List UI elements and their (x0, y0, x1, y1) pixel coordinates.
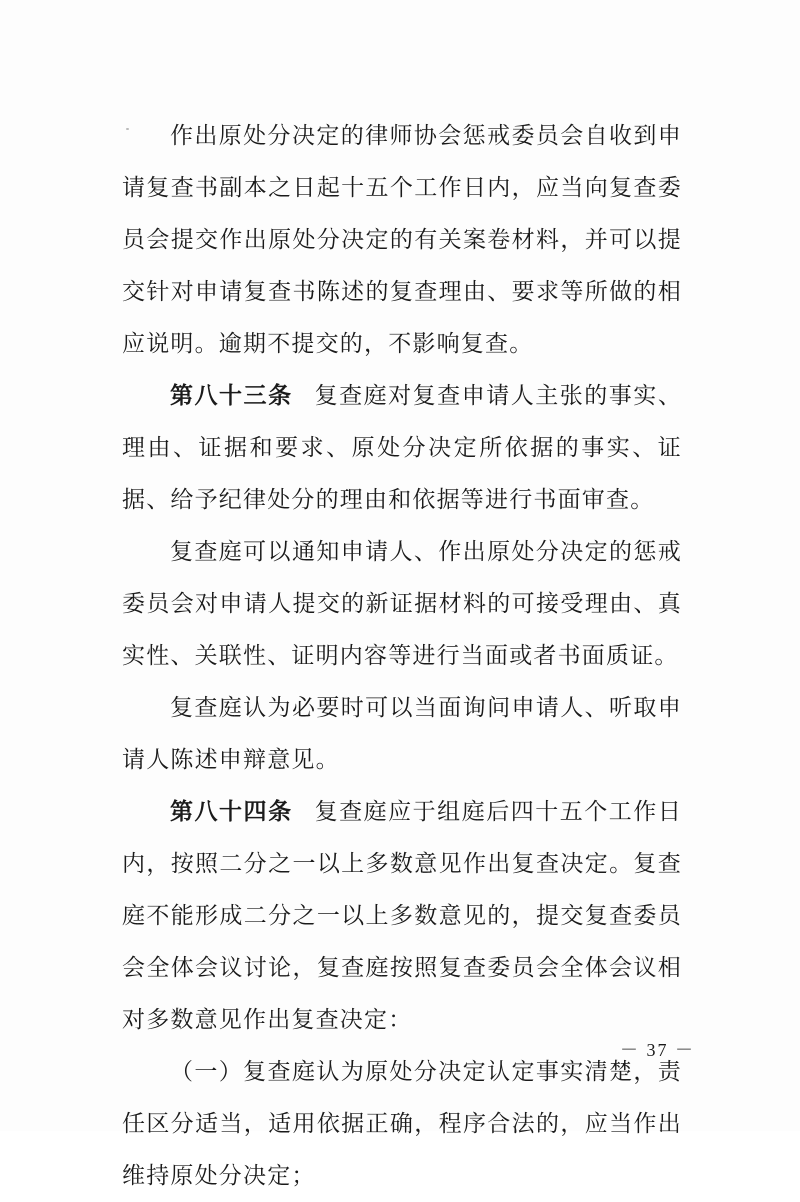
paragraph (122, 526, 682, 682)
paragraph-text: （一）复查庭认为原处分决定认定事实清楚，责任区分适当，适用依据正确，程序合法的，应当作出维持原处分决定； (122, 1059, 682, 1189)
paragraph (122, 1046, 682, 1202)
document-body (122, 110, 682, 1202)
paragraph-text: 复查庭认为必要时可以当面询问申请人、听取申请人陈述申辩意见。 (122, 695, 682, 773)
paragraph-text: 复查庭可以通知申请人、作出原处分决定的惩戒委员会对申请人提交的新证据材料的可接受理由、真实性、关联性、证明内容等进行当面或者书面质证。 (122, 539, 682, 669)
paragraph (122, 682, 682, 786)
paragraph-text: 复查庭应于组庭后四十五个工作日内，按照二分之一以上多数意见作出复查决定。复查庭不能形成二分之一以上多数意见的，提交复查委员会全体会议讨论，复查庭按照复查委员会全体会议相对多数意见作出复查决定： (122, 799, 683, 1033)
paragraph (122, 786, 682, 1046)
page-number: － 37 － (620, 1040, 695, 1060)
paragraph (122, 370, 682, 526)
paragraph (122, 110, 682, 370)
paragraph-text: 复查庭对复查申请人主张的事实、理由、证据和要求、原处分决定所依据的事实、证据、给予纪律处分的理由和依据等进行书面审查。 (122, 383, 683, 513)
article-number: 第八十三条 (170, 383, 293, 409)
article-number: 第八十四条 (170, 799, 293, 825)
paragraph-text: 作出原处分决定的律师协会惩戒委员会自收到申请复查书副本之日起十五个工作日内，应当向复查委员会提交作出原处分决定的有关案卷材料，并可以提交针对申请复查书陈述的复查理由、要求等所做的相应说明。逾期不提交的，不影响复查。 (122, 123, 682, 357)
